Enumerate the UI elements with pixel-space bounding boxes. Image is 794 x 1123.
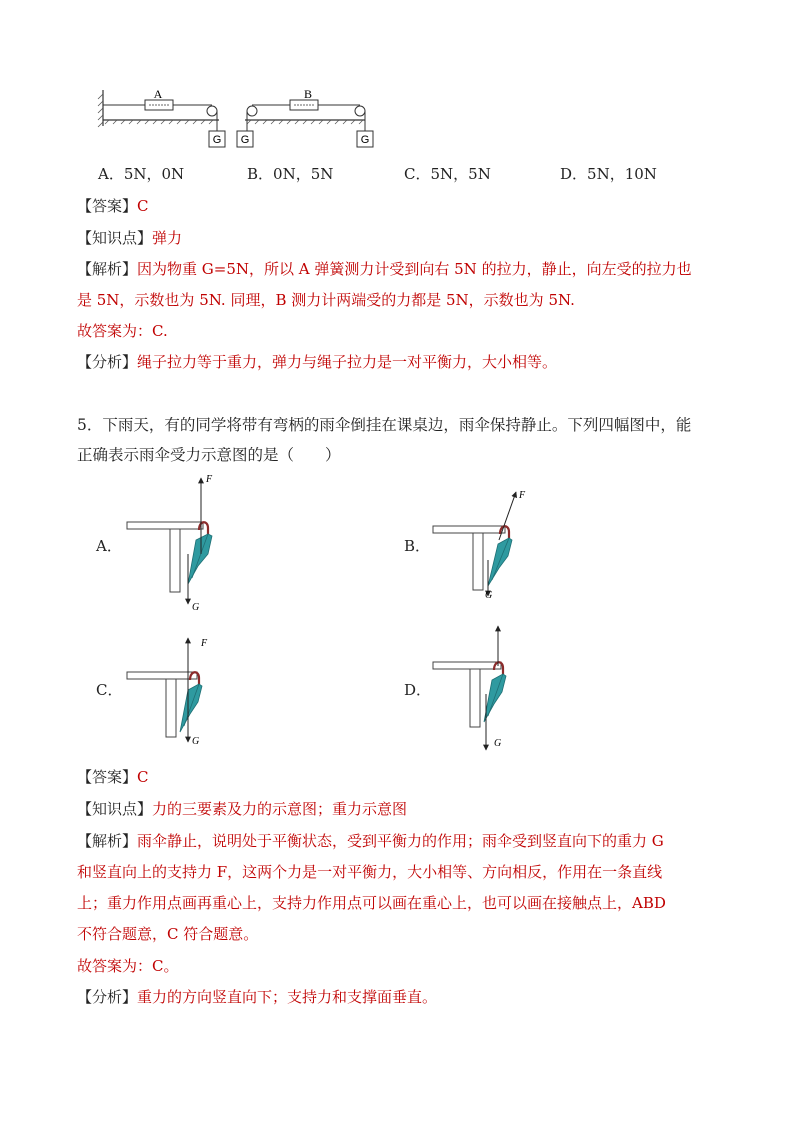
q5-analysis-cont-2: 上；重力作用点画再重心上，支持力作用点可以画在重心上，也可以画在接触点上，ABD bbox=[77, 894, 666, 912]
force-f-label-a: F bbox=[206, 474, 213, 485]
spring-scale-figure bbox=[95, 86, 385, 152]
q5-answer: 【答案】C bbox=[77, 768, 149, 786]
q4-knowledge: 【知识点】弹力 bbox=[77, 229, 183, 247]
q4-summary: 【分析】绳子拉力等于重力，弹力与绳子拉力是一对平衡力，大小相等。 bbox=[77, 353, 558, 371]
force-f-label-b: F bbox=[519, 490, 526, 501]
q4-conclusion: 故答案为：C. bbox=[77, 322, 168, 340]
option-b: B．0N，5N bbox=[247, 165, 334, 183]
force-g-label-d: G bbox=[494, 738, 502, 749]
q5-stem: 5．下雨天，有的同学将带有弯柄的雨伞倒挂在课桌边，雨伞保持静止。下列四幅图中，能 bbox=[77, 416, 692, 434]
scale-b-label: B bbox=[303, 87, 313, 101]
figure-b-label: B． bbox=[404, 537, 431, 555]
force-f-label-c: F bbox=[201, 638, 208, 649]
q5-analysis: 【解析】雨伞静止，说明处于平衡状态，受到平衡力的作用；雨伞受到竖直向下的重力 G bbox=[77, 832, 664, 850]
figure-d-label: D． bbox=[404, 681, 432, 699]
weight-g-2: G bbox=[240, 134, 250, 146]
q5-conclusion: 故答案为：C。 bbox=[77, 957, 179, 975]
figure-c-label: C． bbox=[96, 681, 123, 699]
figure-a-label: A． bbox=[96, 537, 122, 555]
figure-c bbox=[126, 632, 236, 752]
option-d: D．5N，10N bbox=[560, 165, 657, 183]
force-g-label-a: G bbox=[192, 602, 200, 613]
q4-analysis-cont: 是 5N，示数也为 5N. 同理，B 测力计两端受的力都是 5N，示数也为 5N. bbox=[77, 291, 575, 309]
q4-analysis: 【解析】因为物重 G=5N，所以 A 弹簧测力计受到向右 5N 的拉力，静止，向左受的拉力也 bbox=[77, 260, 692, 278]
q5-stem-cont: 正确表示雨伞受力示意图的是（ ） bbox=[77, 446, 341, 464]
weight-g-1: G bbox=[212, 134, 222, 146]
figure-d bbox=[432, 622, 542, 756]
figure-a bbox=[126, 474, 236, 614]
q5-summary: 【分析】重力的方向竖直向下；支持力和支撑面垂直。 bbox=[77, 988, 438, 1006]
q5-knowledge: 【知识点】力的三要素及力的示意图；重力示意图 bbox=[77, 800, 408, 818]
q5-analysis-cont-1: 和竖直向上的支持力 F，这两个力是一对平衡力，大小相等、方向相反，作用在一条直线 bbox=[77, 863, 663, 881]
figure-b bbox=[432, 484, 542, 614]
q4-answer: 【答案】C bbox=[77, 197, 149, 215]
weight-g-3: G bbox=[360, 134, 370, 146]
force-g-label-b: G bbox=[485, 590, 493, 601]
scale-a-label: A bbox=[153, 87, 163, 101]
force-g-label-c: G bbox=[192, 736, 200, 747]
option-a: A．5N，0N bbox=[98, 165, 185, 183]
q5-analysis-cont-3: 不符合题意，C 符合题意。 bbox=[77, 925, 259, 943]
option-c: C．5N，5N bbox=[404, 165, 491, 183]
